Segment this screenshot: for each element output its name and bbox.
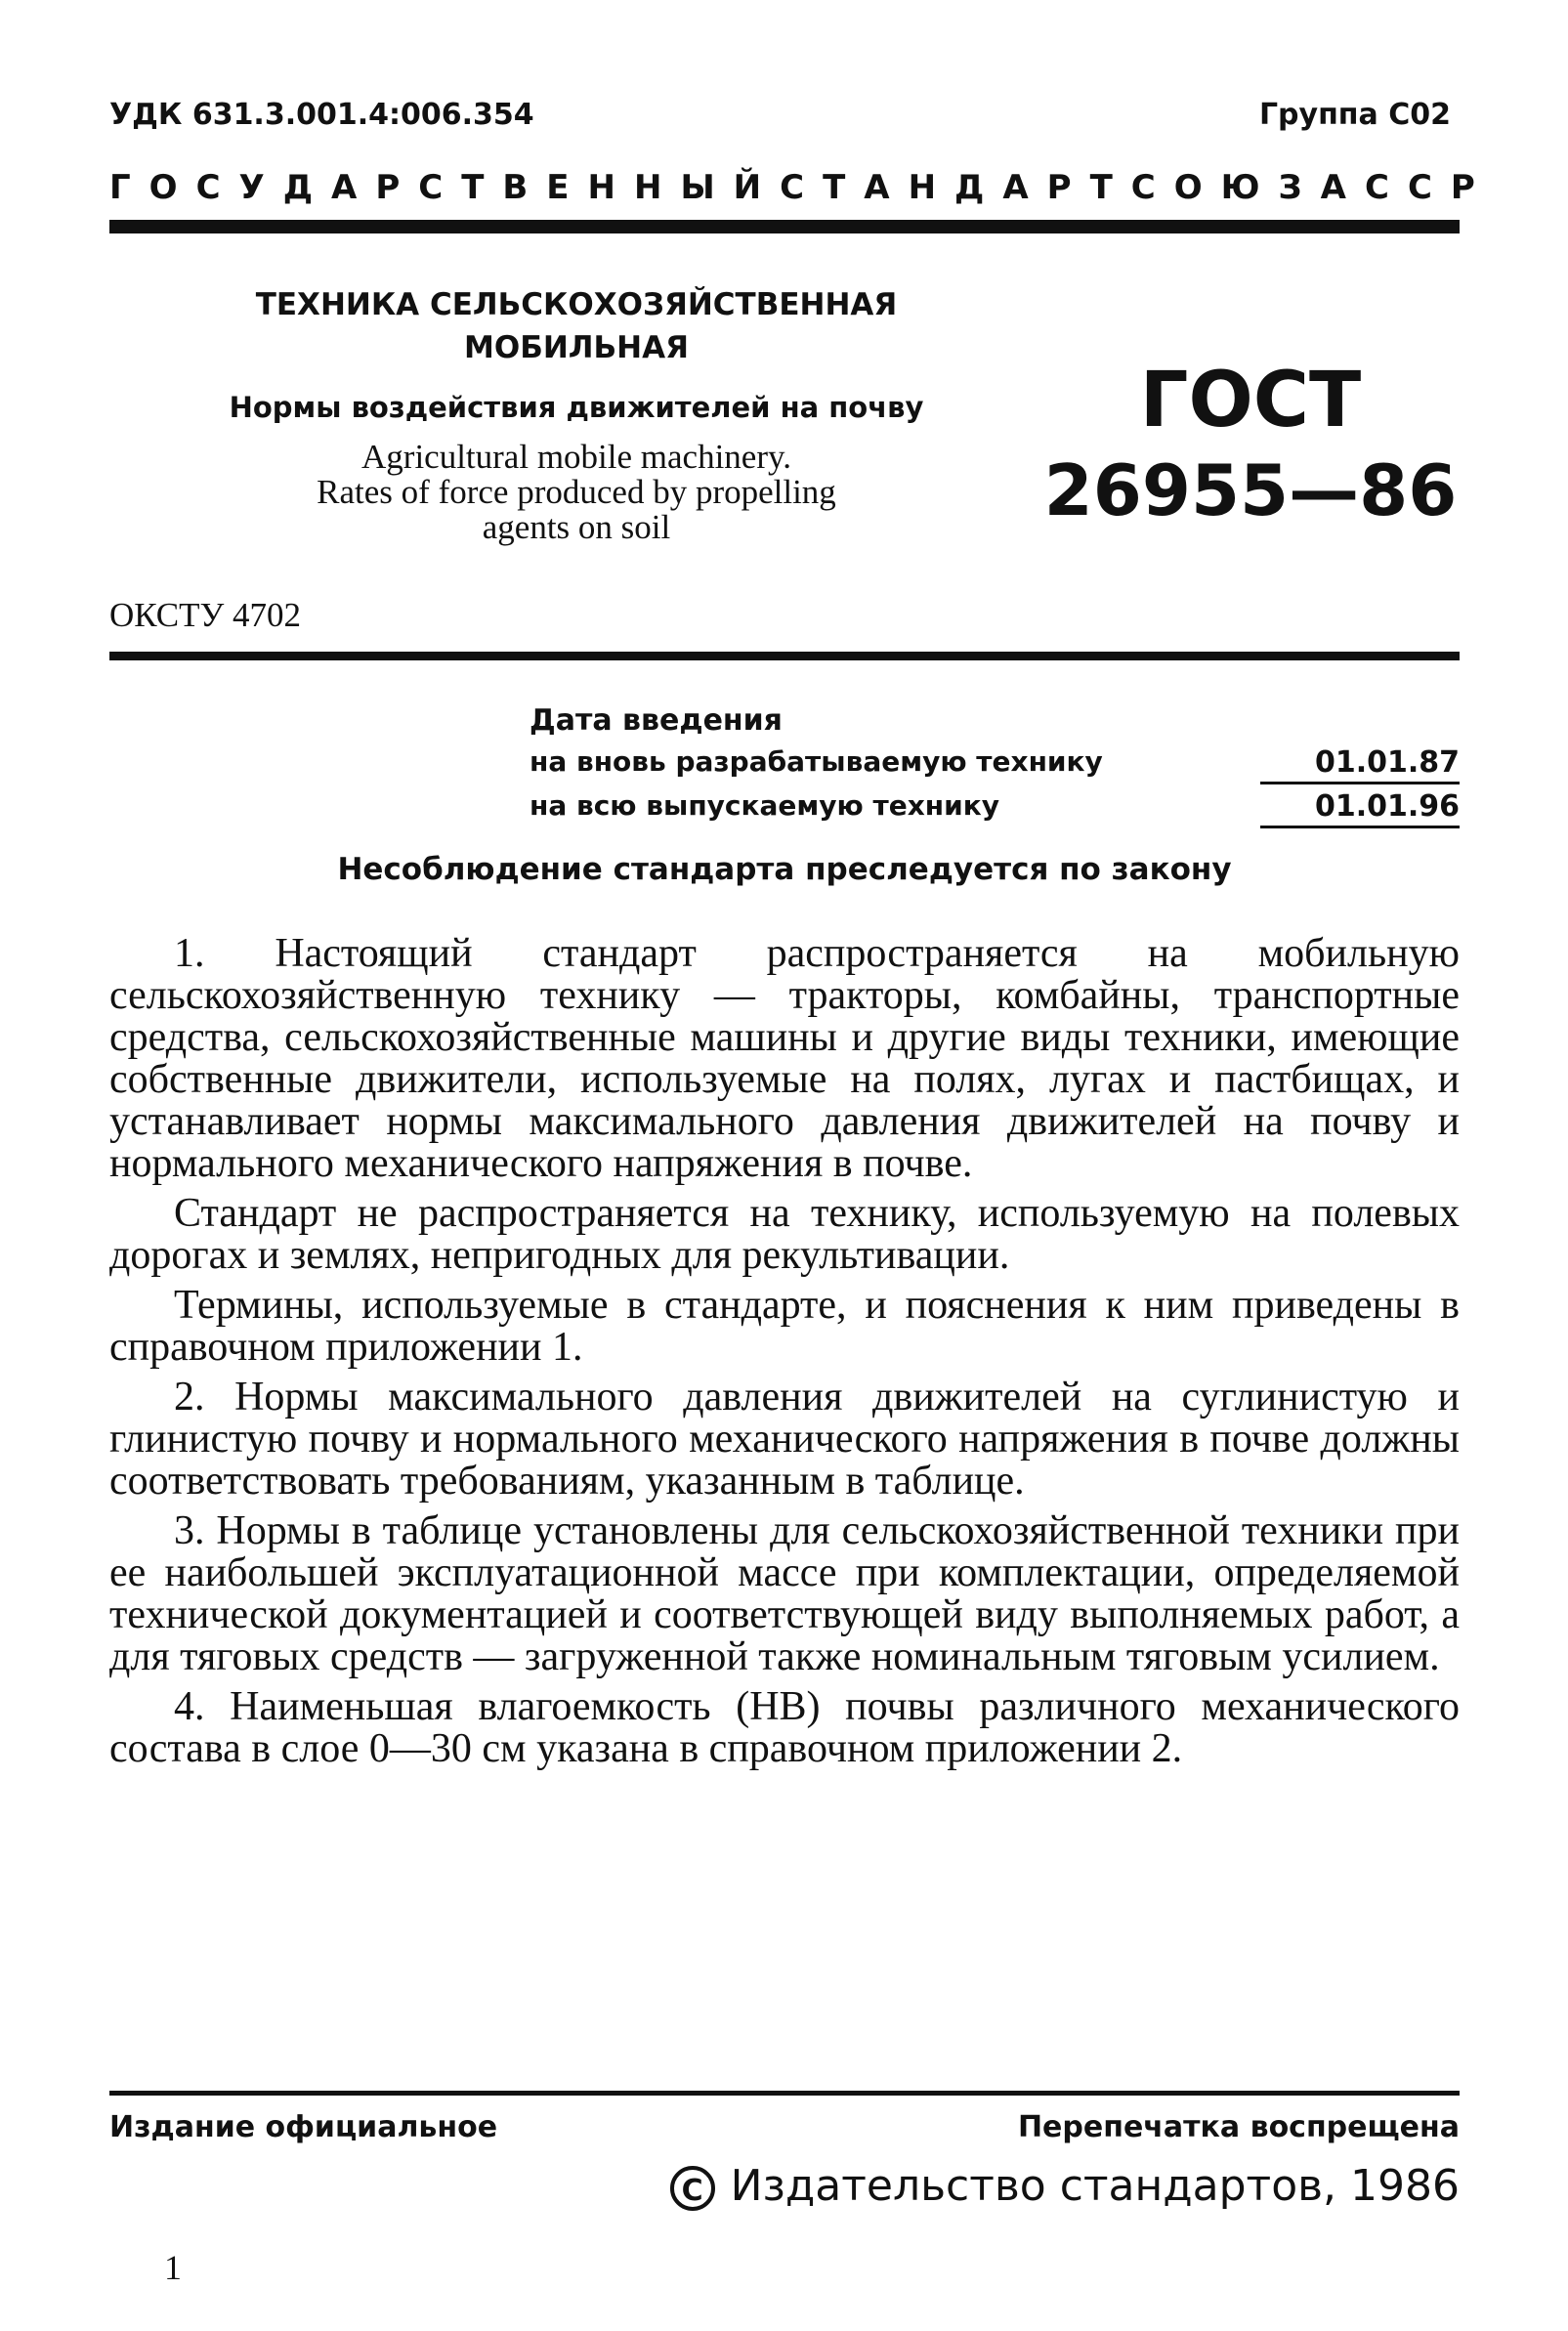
section-rule — [109, 652, 1460, 660]
group-code: Группа С02 — [1258, 98, 1451, 132]
org-word: СТАНДАРТ — [780, 168, 1131, 207]
publisher-name: Издательство стандартов, 1986 — [730, 2161, 1460, 2211]
gost-number: 26955—86 — [1043, 449, 1458, 531]
official-edition: Издание официальное — [109, 2110, 498, 2144]
org-word: ССР — [1365, 168, 1494, 207]
paragraph: 1. Настоящий стандарт распространяется на мобильную сельскохозяйственную технику — тракторы, комбайны, транспортные средства, сельскохозяйственные машины и другие виды техники, имеющие собственные движители, используемые на полях, лугах и пастбищах, и устанавливает нормы максимального давления движителей на почву и нормального механического напряжения в почве. — [109, 931, 1460, 1186]
document-body — [109, 933, 1460, 1778]
paragraph: Термины, используемые в стандарте, и пояснения к ним приведены в справочном приложении 1. — [109, 1283, 1460, 1370]
document-title — [186, 283, 967, 369]
publisher-line — [670, 2161, 1460, 2211]
paragraph: 3. Нормы в таблице установлены для сельскохозяйственной техники при ее наибольшей эксплуатационной массе при комплектации, определяемой технической документацией и соответствующей виду выполняемых работ, а для тяговых средств — загруженной также номинальным тяговым усилием. — [109, 1508, 1460, 1679]
dates-heading: Дата введения — [530, 703, 783, 738]
issuing-organization — [109, 168, 1494, 207]
udk-code: УДК 631.3.001.4:006.354 — [109, 98, 534, 132]
date-row-value: 01.01.87 — [1314, 745, 1460, 780]
footer-rule — [109, 2091, 1460, 2096]
date-row-label: на вновь разрабатываемую технику — [530, 745, 1103, 778]
document-subtitle: Нормы воздействия движителей на почву — [229, 391, 924, 424]
oksty-code: ОКСТУ 4702 — [109, 596, 302, 634]
date-underline — [1260, 782, 1460, 784]
date-underline — [1260, 826, 1460, 828]
date-row-value: 01.01.96 — [1314, 789, 1460, 824]
header-rule — [109, 220, 1460, 233]
paragraph: 2. Нормы максимального давления движителей на суглинистую и глинистую почву и нормального механического напряжения в почве должны соответствовать требованиям, указанным в таблице. — [109, 1375, 1460, 1504]
org-word: СОЮЗА — [1130, 168, 1365, 207]
paragraph: 4. Наименьшая влагоемкость (НВ) почвы различного механического состава в слое 0—30 см указана в справочном приложении 2. — [109, 1684, 1460, 1771]
title-line-1: ТЕХНИКА СЕЛЬСКОХОЗЯЙСТВЕННАЯ — [255, 287, 898, 322]
reprint-notice: Перепечатка воспрещена — [1017, 2110, 1460, 2144]
legal-notice: Несоблюдение стандарта преследуется по закону — [337, 852, 1232, 887]
english-title: Agricultural mobile machinery. Rates of force produced by propelling agents on soil — [317, 438, 836, 546]
date-row-label: на всю выпускаемую технику — [530, 789, 1000, 822]
copyright-icon: C — [670, 2166, 715, 2211]
org-word: ГОСУДАРСТВЕННЫЙ — [109, 168, 781, 207]
gost-label: ГОСТ — [1139, 357, 1362, 445]
title-line-2: МОБИЛЬНАЯ — [464, 330, 689, 365]
paragraph: Стандарт не распространяется на технику, используемую на полевых дорогах и землях, непригодных для рекультивации. — [109, 1191, 1460, 1278]
page-number: 1 — [164, 2248, 182, 2287]
